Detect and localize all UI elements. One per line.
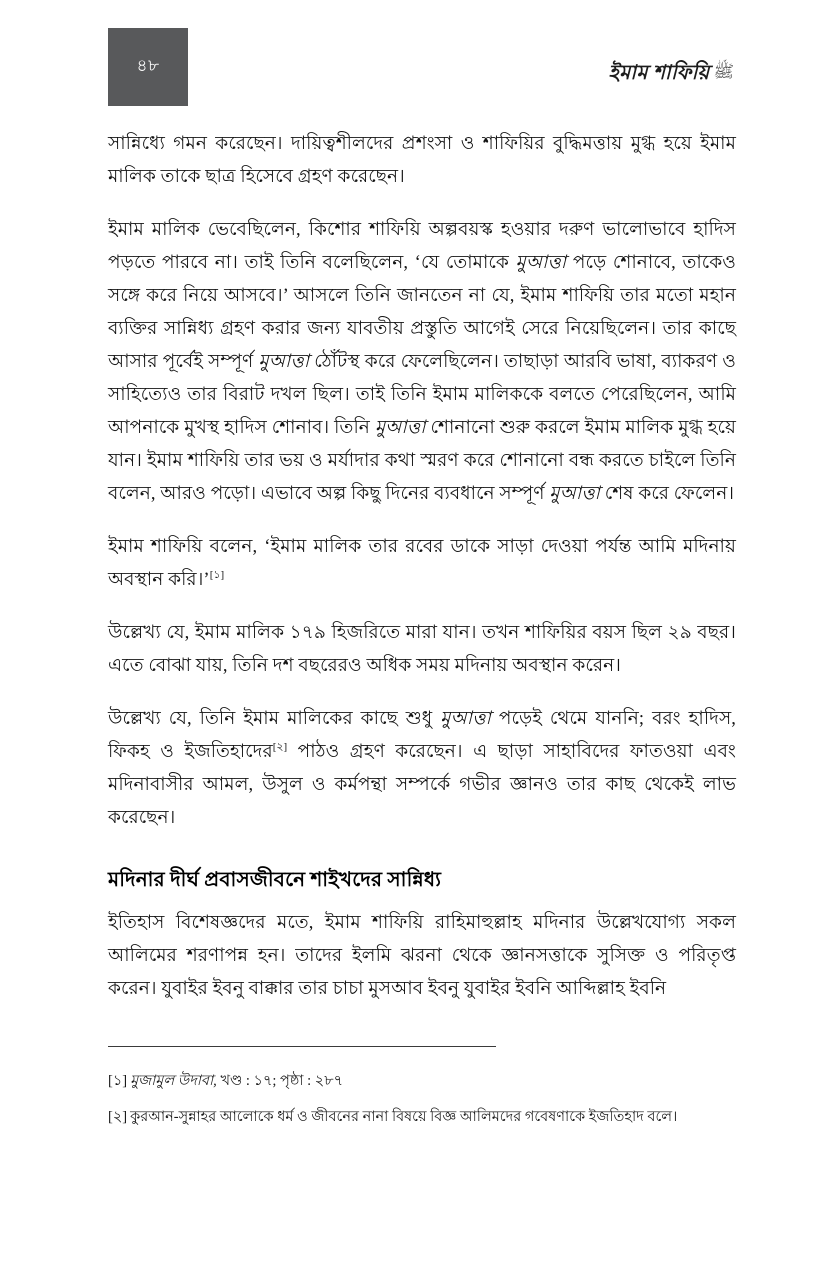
italic-term: মুআত্তা bbox=[549, 484, 601, 504]
text-run: সান্নিধ্যে গমন করেছেন। দায়িত্বশীলদের প্রশংসা ও শাফিয়ির বুদ্ধিমত্তায় মুগ্ধ হয়ে ইমাম মালিক তাকে ছাত্র হিসেবে গ্রহণ করেছেন। bbox=[108, 134, 736, 187]
text-run: ঠোঁটস্থ করে ফেলেছিলেন। তাছাড়া আরবি ভাষা, ব্যাকরণ ও সাহিত্যেও তার বিরাট দখল ছিল। তাই তিনি ইমাম মালিককে বলতে পেরেছিলেন, আমি আপনাকে মুখস্থ হাদিস শোনাব। তিনি bbox=[108, 352, 737, 438]
paragraph bbox=[108, 214, 736, 511]
italic-term: মুআত্তা bbox=[440, 709, 491, 729]
footnote-text: কুরআন-সুন্নাহর আলোকে ধর্ম ও জীবনের নানা বিষয়ে বিজ্ঞ আলিমদের গবেষণাকে ইজতিহাদ বলে। bbox=[130, 1109, 678, 1125]
paragraph bbox=[108, 128, 736, 194]
page-number: ৪৮ bbox=[136, 56, 160, 75]
paragraph bbox=[108, 617, 736, 683]
paragraph bbox=[108, 531, 736, 597]
header-title bbox=[608, 58, 734, 91]
text-run: পাঠও গ্রহণ করেছেন। এ ছাড়া সাহাবিদের ফাতওয়া এবং মদিনাবাসীর আমল, উসুল ও কর্মপন্থা সম্পর্কে গভীর জ্ঞানও তার কাছ থেকেই লাভ করেছেন। bbox=[108, 742, 736, 828]
paragraph bbox=[108, 703, 736, 835]
footnote-separator bbox=[108, 1046, 496, 1047]
section-heading: মদিনার দীর্ঘ প্রবাসজীবনে শাইখদের সান্নিধ্য bbox=[108, 869, 442, 891]
footnote-number: [১] bbox=[108, 1073, 128, 1089]
footnote-source-title: মুজামুল উদাবা, bbox=[130, 1073, 217, 1089]
text-run: শোনানো শুরু করলে ইমাম মালিক মুগ্ধ হয়ে যান। ইমাম শাফিয়ি তার ভয় ও মর্যাদার কথা স্মরণ করে শোনানো বন্ধ করতে চাইলে তিনি বলেন, আরও পড়ো। এভাবে অল্প কিছু দিনের ব্যবধানে সম্পূর্ণ bbox=[108, 418, 736, 504]
text-run: পড়েই থেমে যাননি; বরং হাদিস, ফিকহ ও ইজতিহাদের bbox=[108, 709, 736, 762]
header-title-text: ইমাম শাফিয়ি bbox=[608, 62, 710, 84]
page-number-block bbox=[108, 28, 188, 106]
body-column bbox=[108, 128, 736, 1006]
text-run: ইমাম শাফিয়ি বলেন, ‘ইমাম মালিক তার রবের ডাকে সাড়া দেওয়া পর্যন্ত আমি মদিনায় অবস্থান করি।’ bbox=[108, 537, 736, 590]
text-run: শেষ করে ফেলেন। bbox=[600, 484, 735, 504]
footnote-marker[interactable]: [১] bbox=[209, 568, 225, 581]
running-header bbox=[108, 28, 734, 106]
paragraph bbox=[108, 907, 736, 1006]
footnote-item bbox=[108, 1105, 736, 1129]
footnote-marker[interactable]: [২] bbox=[272, 740, 288, 753]
rahimahullah-icon: ﷺ bbox=[713, 62, 734, 81]
footnote-item bbox=[108, 1069, 736, 1093]
text-run: ইমাম মালিক ভেবেছিলেন, কিশোর শাফিয়ি অল্পবয়স্ক হওয়ার দরুণ ভালোভাবে হাদিস পড়তে পারবে না। তাই তিনি বলেছিলেন, ‘যে তোমাকে bbox=[108, 220, 736, 273]
text-run: উল্লেখ্য যে, তিনি ইমাম মালিকের কাছে শুধু bbox=[108, 709, 441, 729]
italic-term: মুআত্তা bbox=[374, 418, 426, 438]
footnote-number: [২] bbox=[108, 1109, 128, 1125]
italic-term: মুআত্তা bbox=[258, 352, 310, 372]
footnote-area bbox=[108, 1046, 736, 1141]
footnote-text: খণ্ড : ১৭; পৃষ্ঠা : ২৮৭ bbox=[216, 1073, 344, 1089]
text-run: ইতিহাস বিশেষজ্ঞদের মতে, ইমাম শাফিয়ি রাহিমাহুল্লাহ মদিনার উল্লেখযোগ্য সকল আলিমের শরণাপন্ন হন। তাদের ইলমি ঝরনা থেকে জ্ঞানসত্তাকে সুসিক্ত ও পরিতৃপ্ত করেন। যুবাইর ইবনু বাক্কার তার চাচা মুসআব ইবনু যুবাইর ইবনি আব্দিল্লাহ ইবনি bbox=[108, 913, 736, 999]
text-run: উল্লেখ্য যে, ইমাম মালিক ১৭৯ হিজরিতে মারা যান। তখন শাফিয়ির বয়স ছিল ২৯ বছর। এতে বোঝা যায়, তিনি দশ বছরেরও অধিক সময় মদিনায় অবস্থান করেন। bbox=[108, 623, 736, 676]
italic-term: মুআত্তা bbox=[515, 253, 567, 273]
text-run: পড়ে শোনাবে, তাকেও সঙ্গে করে নিয়ে আসবে।’ আসলে তিনি জানতেন না যে, ইমাম শাফিয়ি তার মতো মহান ব্যক্তির সান্নিধ্য গ্রহণ করার জন্য যাবতীয় প্রস্তুতি আগেই সেরে নিয়েছিলেন। তার কাছে আসার পূর্বেই সম্পূর্ণ bbox=[108, 253, 737, 372]
